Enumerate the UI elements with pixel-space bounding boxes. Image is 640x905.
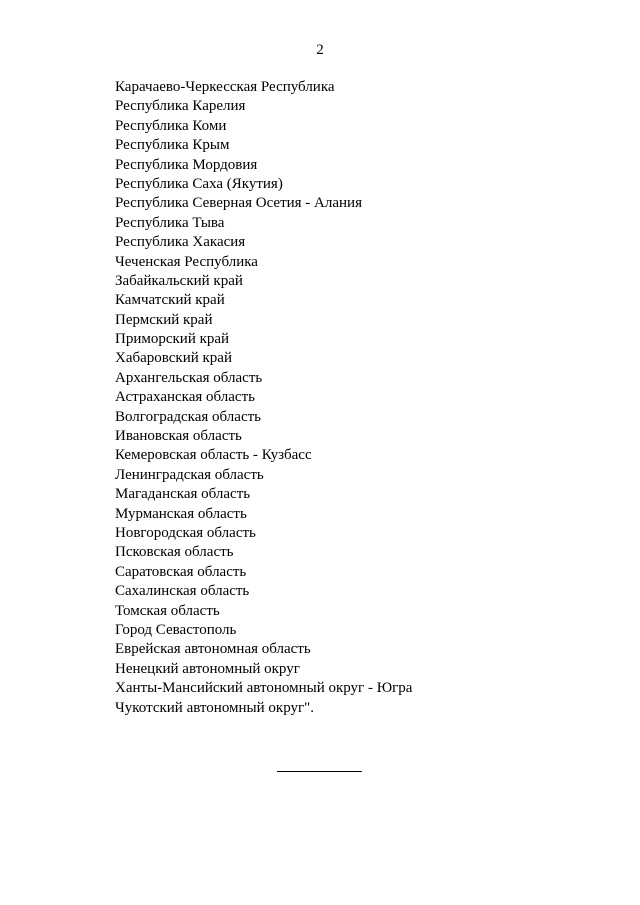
region-list-item: Псковская область [115, 544, 234, 561]
end-divider [277, 771, 362, 772]
region-list-item: Карачаево-Черкесская Республика [115, 79, 335, 95]
region-list-item: Хабаровский край [115, 350, 232, 367]
region-list-item: Республика Мордовия [115, 156, 258, 173]
region-list-item: Республика Хакасия [115, 234, 246, 251]
region-list-item: Ненецкий автономный округ [115, 660, 300, 677]
region-list-item: Ленинградская область [115, 466, 264, 483]
region-list-item: Мурманская область [115, 505, 247, 522]
region-list-item: Саратовская область [115, 563, 247, 580]
region-list-item: Архангельская область [115, 369, 263, 386]
region-list-item: Еврейская автономная область [115, 641, 311, 658]
region-list-item: Камчатский край [115, 292, 225, 309]
region-list-item: Республика Северная Осетия - Алания [115, 195, 362, 212]
region-list-item: Приморский край [115, 331, 230, 348]
region-list [115, 78, 412, 718]
region-list-item: Республика Коми [115, 117, 227, 134]
region-list-item: Сахалинская область [115, 583, 250, 600]
region-list-item: Чукотский автономный округ". [115, 699, 315, 716]
region-list-item: Новгородская область [115, 524, 256, 541]
page-number: 2 [316, 42, 324, 58]
region-list-item: Магаданская область [115, 486, 251, 503]
region-list-item: Астраханская область [115, 389, 255, 406]
region-list-item: Республика Карелия [115, 98, 246, 115]
region-list-item: Ханты-Мансийский автономный округ - Югра [115, 680, 413, 697]
region-list-item: Томская область [115, 602, 220, 619]
region-list-item: Республика Тыва [115, 214, 225, 231]
region-list-item: Забайкальский край [115, 272, 243, 289]
region-list-item: Кемеровская область - Кузбасс [115, 447, 312, 464]
region-list-item: Город Севастополь [115, 621, 237, 638]
region-list-item: Ивановская область [115, 428, 242, 445]
region-list-item: Республика Крым [115, 137, 230, 154]
region-list-item: Чеченская Республика [115, 253, 258, 270]
region-list-item: Пермский край [115, 311, 213, 328]
region-list-item: Республика Саха (Якутия) [115, 175, 283, 192]
region-list-item: Волгоградская область [115, 408, 261, 425]
